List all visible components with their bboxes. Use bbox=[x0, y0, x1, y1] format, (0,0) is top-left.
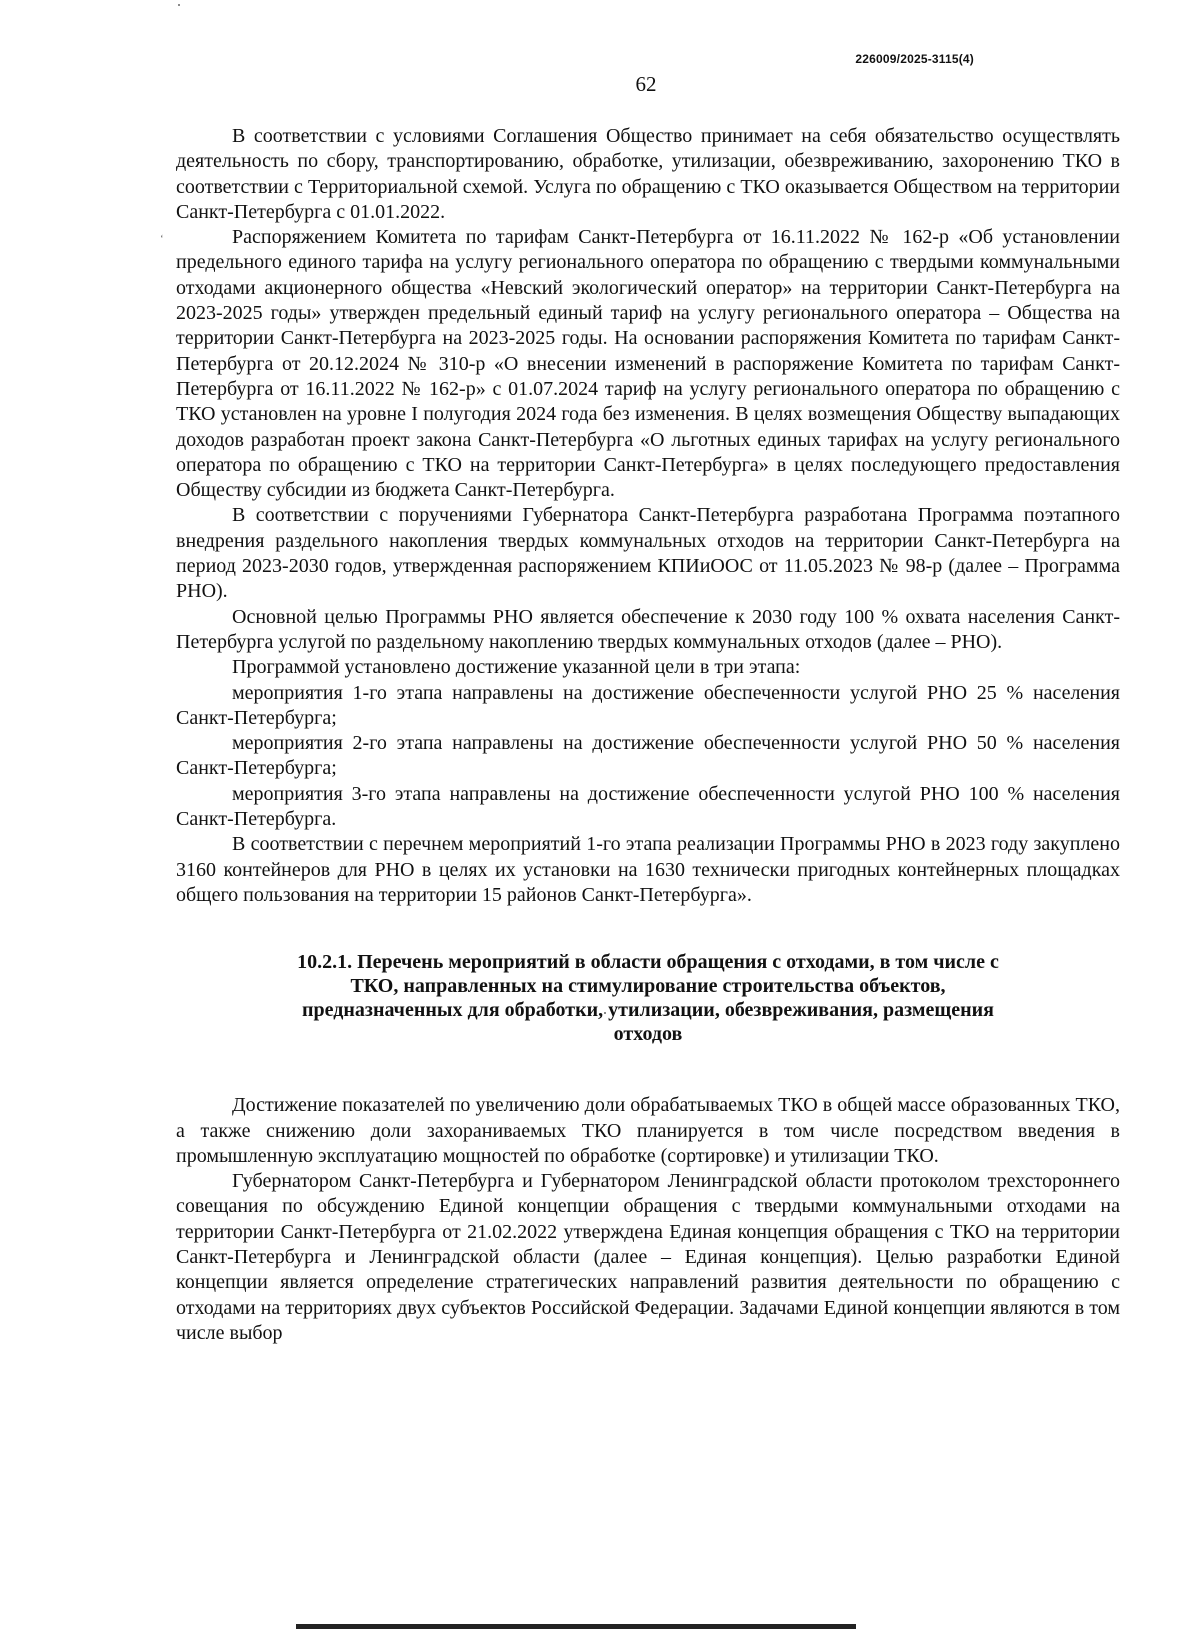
body-paragraph: Программой установлено достижение указанной цели в три этапа: bbox=[232, 656, 801, 679]
document-registration-number: 226009/2025-3115(4) bbox=[855, 52, 974, 66]
body-paragraph: мероприятия 2-го этапа направлены на достижение обеспеченности услугой РНО 50 % населения Санкт-Петербурга; bbox=[176, 732, 1120, 780]
body-paragraph: В соответствии с поручениями Губернатора Санкт-Петербурга разработана Программа поэтапного внедрения раздельного накопления твердых коммунальных отходов на территории Санкт-Петербурга на период 2023-2030 годов, утвержденная распоряжением КПИиООС от 11.05.2023 № 98-р (далее – Программа РНО). bbox=[176, 504, 1120, 603]
body-paragraph: Достижение показателей по увеличению доли обрабатываемых ТКО в общей массе образованных ТКО, а также снижению доли захораниваемых ТКО планируется в том числе посредством введения в промышленную эксплуатацию мощностей по обработке (сортировке) и утилизации ТКО. bbox=[176, 1094, 1120, 1167]
margin-tick-mark: ʻ bbox=[160, 233, 164, 245]
scan-speck bbox=[178, 4, 180, 6]
body-paragraph: В соответствии с перечнем мероприятий 1-го этапа реализации Программы РНО в 2023 году закуплено 3160 контейнеров для РНО в целях их установки на 1630 технически пригодных контейнерных площадках общего пользования на территории 15 районов Санкт-Петербурга». bbox=[176, 833, 1120, 906]
page-number: 62 bbox=[635, 72, 657, 96]
body-paragraph: Губернатором Санкт-Петербурга и Губернатором Ленинградской области протоколом трехстороннего совещания по обсуждению Единой концепции обращения с твердыми коммунальными отходами на территории Санкт-Петербурга от 21.02.2022 утверждена Единая концепция обращения с ТКО на территории Санкт-Петербурга и Ленинградской области (далее – Единая концепция). Целью разработки Единой концепции является определение стратегических направлений развития деятельности по обращению с отходами на территориях двух субъектов Российской Федерации. Задачами Единой концепции являются в том числе выбор bbox=[176, 1170, 1120, 1344]
body-paragraph: мероприятия 1-го этапа направлены на достижение обеспеченности услугой РНО 25 % населения Санкт-Петербурга; bbox=[176, 681, 1120, 729]
document-body bbox=[176, 124, 1120, 1346]
section-heading: 10.2.1. Перечень мероприятий в области обращения с отходами, в том числе с ТКО, направленных на стимулирование строительства объектов, предназначенных для обработки, утилизации, обезвреживания, размещения отходов bbox=[297, 951, 999, 1046]
body-paragraph: В соответствии с условиями Соглашения Общество принимает на себя обязательство осуществлять деятельность по сбору, транспортированию, обработке, утилизации, обезвреживанию, захоронению ТКО в соответствии с Территориальной схемой. Услуга по обращению с ТКО оказывается Обществом на территории Санкт-Петербурга с 01.01.2022. bbox=[176, 125, 1120, 223]
body-paragraph: мероприятия 3-го этапа направлены на достижение обеспеченности услугой РНО 100 % населения Санкт-Петербурга. bbox=[176, 782, 1120, 831]
page-bottom-edge-line bbox=[296, 1624, 856, 1629]
body-paragraph: Основной целью Программы РНО является обеспечение к 2030 году 100 % охвата населения Санкт-Петербурга услугой по раздельному накоплению твердых коммунальных отходов (далее – РНО). bbox=[176, 605, 1120, 653]
body-paragraph: Распоряжением Комитета по тарифам Санкт-Петербурга от 16.11.2022 № 162-р «Об установлении предельного единого тарифа на услугу регионального оператора по обращению с твердыми коммунальными отходами акционерного общества «Невский экологический оператор» на территории Санкт-Петербурга на 2023-2025 годы» утвержден предельный единый тариф на услугу регионального оператора – Общества на территории Санкт-Петербурга на 2023-2025 годы. На основании распоряжения Комитета по тарифам Санкт-Петербурга от 20.12.2024 № 310-р «О внесении изменений в распоряжение Комитета по тарифам Санкт-Петербурга от 16.11.2022 № 162-р» с 01.07.2024 тариф на услугу регионального оператора по обращению с ТКО установлен на уровне I полугодия 2024 года без изменения. В целях возмещения Обществу выпадающих доходов разработан проект закона Санкт-Петербурга «О льготных единых тарифах на услугу регионального оператора по обращению с ТКО на территории Санкт-Петербурга» в целях последующего предоставления Обществу субсидии из бюджета Санкт-Петербурга. bbox=[176, 226, 1120, 502]
